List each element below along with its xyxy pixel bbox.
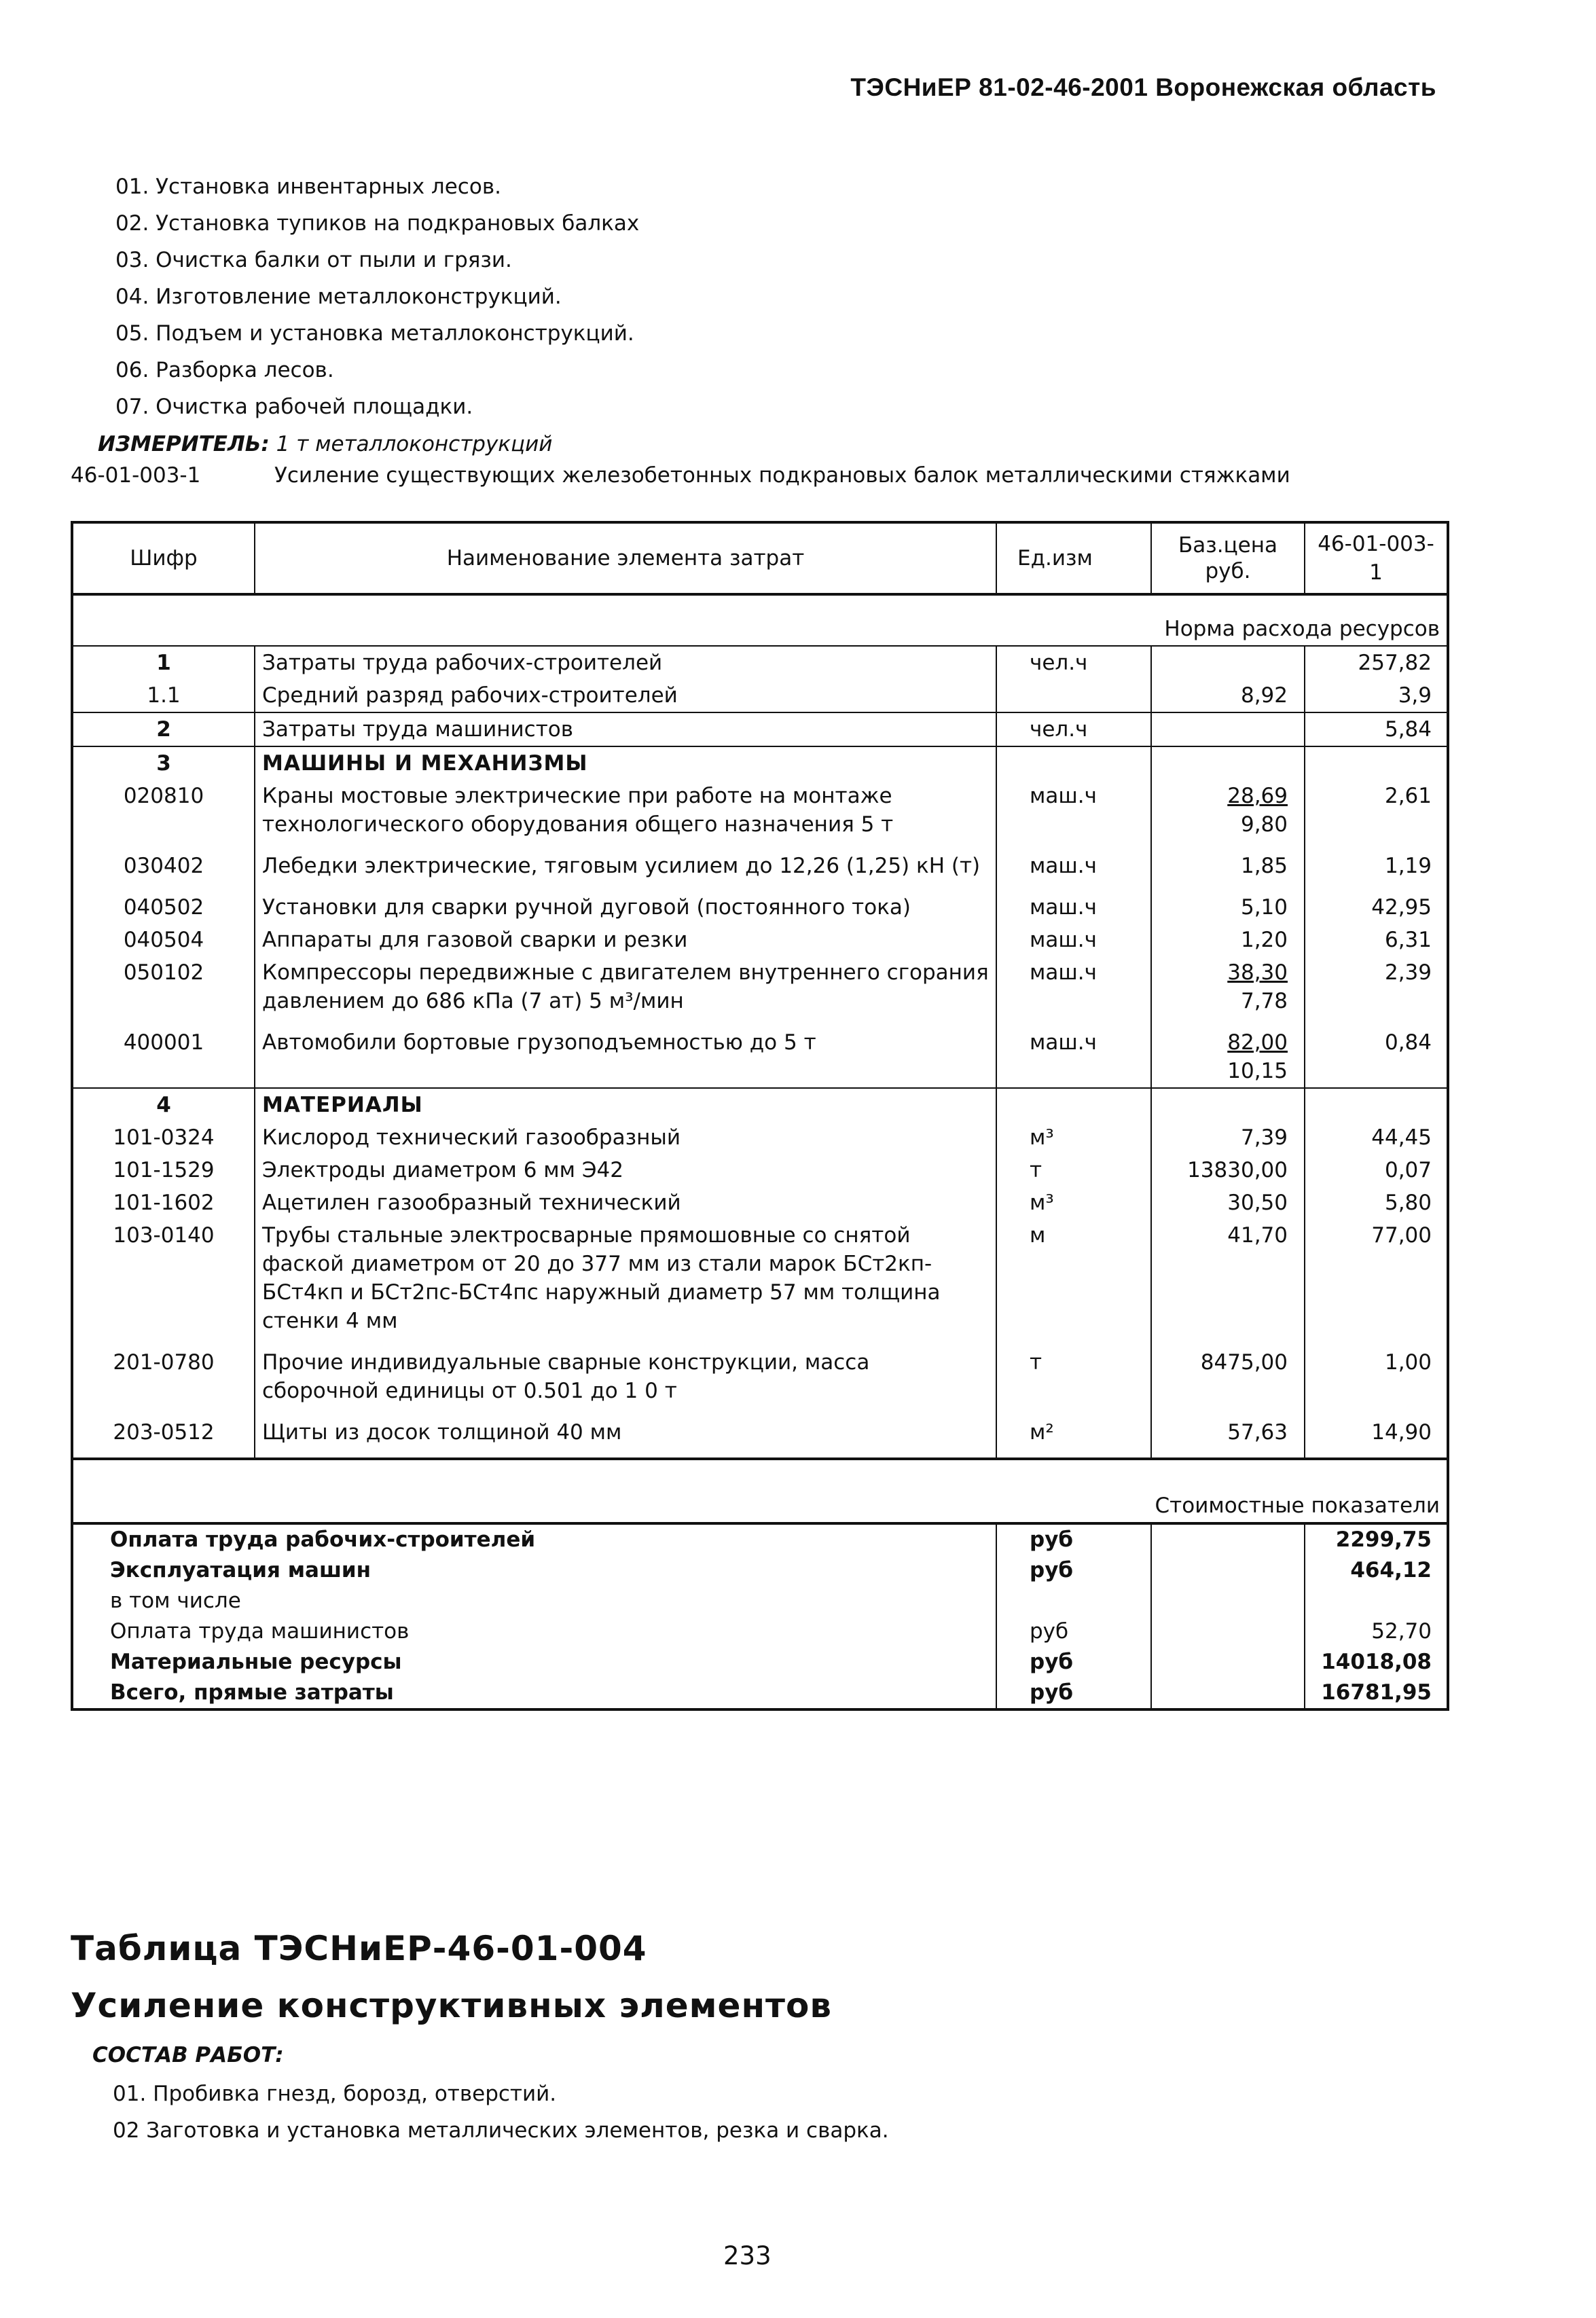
cost-row: Оплата труда рабочих-строителей руб 2299,75 <box>72 1523 1448 1555</box>
norm-band: Норма расхода ресурсов <box>72 594 1448 646</box>
composition-list <box>113 2076 889 2149</box>
table-row: 101-1602 Ацетилен газообразный технический м³ 30,50 5,80 <box>72 1187 1448 1219</box>
cost-row: Всего, прямые затраты руб 16781,95 <box>72 1678 1448 1709</box>
next-table-subtitle: Усиление конструктивных элементов <box>71 1986 832 2025</box>
cost-row: в том числе <box>72 1586 1448 1616</box>
table-row: 040504 Аппараты для газовой сварки и резки маш.ч 1,20 6,31 <box>72 924 1448 956</box>
work-item: 06. Разборка лесов. <box>115 358 334 382</box>
composition-item: 01. Пробивка гнезд, борозд, отверстий. <box>113 2082 557 2106</box>
table-row: 103-0140 Трубы стальные электросварные прямошовные со снятой фаской диаметром от 20 до 377 мм из стали марок БСт2кп-БСт4кп и БСт2пс-БСт4пс наружный диаметр 57 мм толщина стенки 4 мм м 41,70 77,00 <box>72 1219 1448 1346</box>
table-row: 030402 Лебедки электрические, тяговым усилием до 12,26 (1,25) кН (т) маш.ч 1,85 1,19 <box>72 850 1448 891</box>
work-item: 02. Установка тупиков на подкрановых балках <box>115 211 640 236</box>
composition-label: СОСТАВ РАБОТ: <box>92 2043 284 2067</box>
rate-code: 46-01-003-1 <box>71 463 201 488</box>
document-header: ТЭСНиЕР 81-02-46-2001 Воронежская область <box>850 73 1436 101</box>
cost-row: Оплата труда машинистов руб 52,70 <box>72 1616 1448 1647</box>
cost-row: Эксплуатация машин руб 464,12 <box>72 1555 1448 1586</box>
cost-band: Стоимостные показатели <box>72 1459 1448 1523</box>
meter-line <box>98 432 552 456</box>
norm-band-row <box>72 594 1448 646</box>
table-row: 040502 Установки для сварки ручной дуговой (постоянного тока) маш.ч 5,10 42,95 <box>72 891 1448 924</box>
work-item: 05. Подъем и установка металлоконструкций. <box>115 321 634 346</box>
table-row: 101-1529 Электроды диаметром 6 мм Э42 т 13830,00 0,07 <box>72 1154 1448 1187</box>
work-item: 07. Очистка рабочей площадки. <box>115 395 473 419</box>
rate-text: Усиление существующих железобетонных подкрановых балок металлическими стяжками <box>274 463 1290 488</box>
work-item: 03. Очистка балки от пыли и грязи. <box>115 248 512 272</box>
header-rate: 46-01-003-1 <box>1305 522 1448 594</box>
norms-table <box>71 521 1449 1711</box>
table-header-row <box>72 522 1448 594</box>
table-row: 020810 Краны мостовые электрические при работе на монтаже технологического оборудования общего назначения 5 т маш.ч 28,69 9,80 2,61 <box>72 780 1448 850</box>
table-row: 400001 Автомобили бортовые грузоподъемностью до 5 т маш.ч 82,00 10,15 0,84 <box>72 1026 1448 1088</box>
header-code: Шифр <box>72 522 255 594</box>
cost-band-row <box>72 1459 1448 1523</box>
table-row: 203-0512 Щиты из досок толщиной 40 мм м² 57,63 14,90 <box>72 1416 1448 1459</box>
work-item: 01. Установка инвентарных лесов. <box>115 175 501 199</box>
work-item: 04. Изготовление металлоконструкций. <box>115 285 562 309</box>
meter-value: 1 т металлоконструкций <box>276 432 553 456</box>
header-price: Баз.цена руб. <box>1151 522 1305 594</box>
table-row: 050102 Компрессоры передвижные с двигателем внутреннего сгорания давлением до 686 кПа (7 ат) 5 м³/мин маш.ч 38,30 7,78 2,39 <box>72 956 1448 1026</box>
table-row: 1.1 Средний разряд рабочих-строителей 8,92 3,9 <box>72 679 1448 712</box>
cost-row: Материальные ресурсы руб 14018,08 <box>72 1647 1448 1678</box>
section-row: 4 МАТЕРИАЛЫ <box>72 1088 1448 1121</box>
table-row: 1 Затраты труда рабочих-строителей чел.ч 257,82 <box>72 646 1448 679</box>
table-row: 2 Затраты труда машинистов чел.ч 5,84 <box>72 712 1448 746</box>
work-list <box>115 168 639 425</box>
header-unit: Ед.изм <box>996 522 1151 594</box>
table-row: 201-0780 Прочие индивидуальные сварные конструкции, масса сборочной единицы от 0.501 до 1 0 т т 8475,00 1,00 <box>72 1346 1448 1416</box>
header-name: Наименование элемента затрат <box>255 522 996 594</box>
table-row: 101-0324 Кислород технический газообразный м³ 7,39 44,45 <box>72 1121 1448 1154</box>
page-number: 233 <box>723 2241 772 2270</box>
composition-item: 02 Заготовка и установка металлических элементов, резка и сварка. <box>113 2118 889 2143</box>
rate-description <box>71 463 1290 488</box>
next-table-title: Таблица ТЭСНиЕР-46-01-004 <box>71 1929 647 1968</box>
section-row: 3 МАШИНЫ И МЕХАНИЗМЫ <box>72 746 1448 780</box>
meter-label: ИЗМЕРИТЕЛЬ: <box>98 432 270 456</box>
